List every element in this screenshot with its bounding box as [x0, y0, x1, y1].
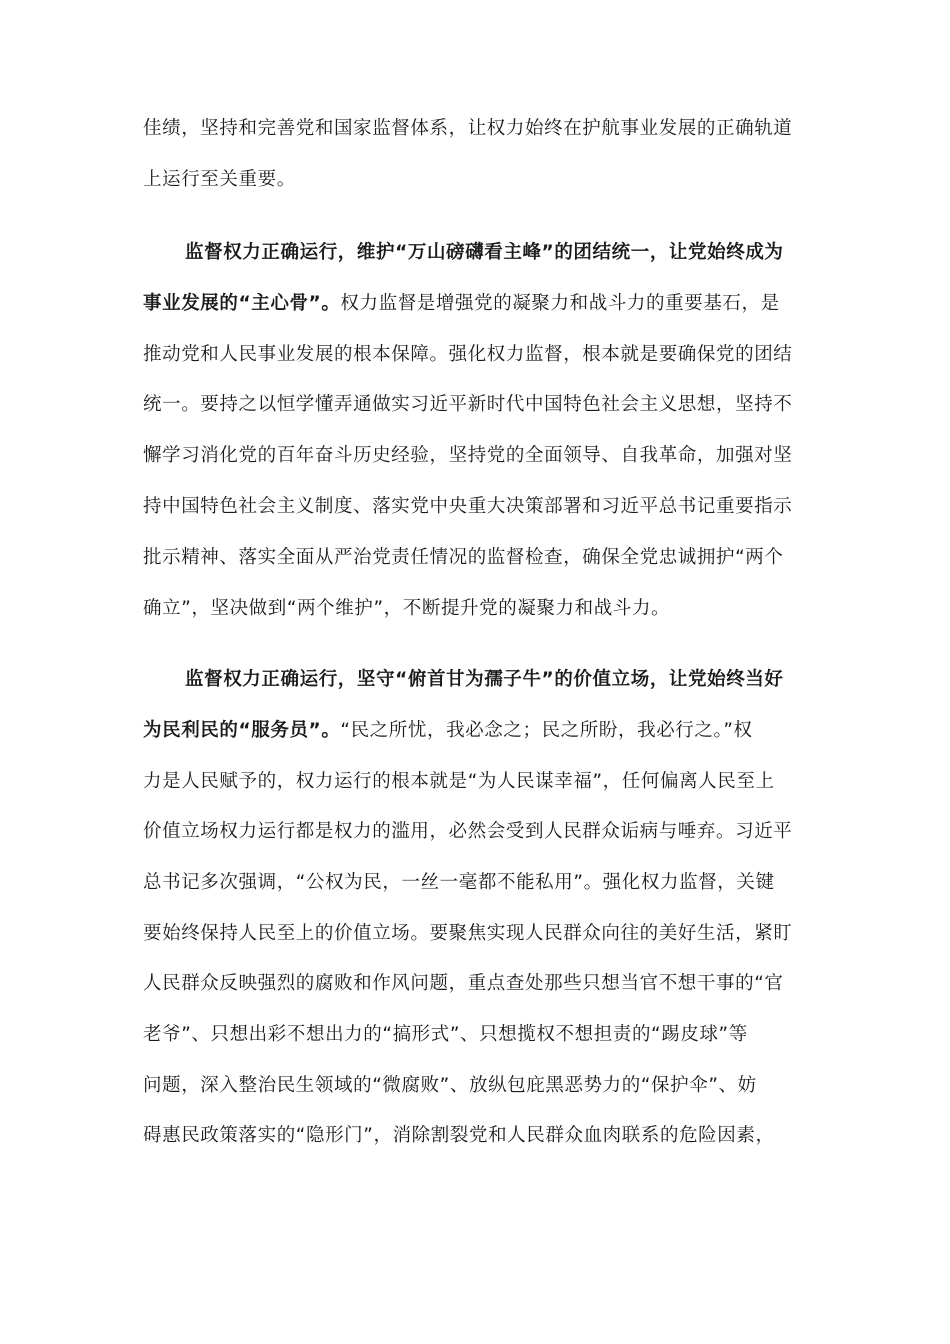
paragraph-body-start: 权力监督是增强党的凝聚力和战斗力的重要基石，是: [340, 293, 780, 314]
paragraph-line: 确立”，坚决做到“两个维护”，不断提升党的凝聚力和战斗力。: [143, 598, 671, 619]
paragraph-line: 人民群众反映强烈的腐败和作风问题，重点查处那些只想当官不想干事的“官: [143, 973, 784, 994]
paragraph-line: 佳绩，坚持和完善党和国家监督体系，让权力始终在护航事业发展的正确轨道: [143, 118, 793, 139]
paragraph-line: 问题，深入整治民生领域的“微腐败”、放纵包庇黑恶势力的“保护伞”、妨: [143, 1075, 757, 1096]
paragraph-line: 持中国特色社会主义制度、落实党中央重大决策部署和习近平总书记重要指示: [143, 496, 793, 517]
paragraph-line: 要始终保持人民至上的价值立场。要聚焦实现人民群众向往的美好生活，紧盯: [143, 923, 793, 944]
paragraph-body-start: “民之所忧，我必念之；民之所盼，我必行之。”权: [340, 720, 753, 741]
paragraph-line: 老爷”、只想出彩不想出力的“搞形式”、只想揽权不想担责的“踢皮球”等: [143, 1024, 748, 1045]
paragraph-line: 碍惠民政策落实的“隐形门”，消除割裂党和人民群众血肉联系的危险因素，: [143, 1125, 775, 1146]
paragraph-heading-line: 监督权力正确运行，维护“万山磅礴看主峰”的团结统一，让党始终成为: [185, 242, 784, 263]
paragraph-line: [143, 291, 780, 317]
paragraph-line: 力是人民赋予的，权力运行的根本就是“为人民谋幸福”，任何偏离人民至上: [143, 771, 775, 792]
paragraph-heading-tail: 事业发展的“主心骨”。: [143, 293, 341, 314]
paragraph-line: 懈学习消化党的百年奋斗历史经验，坚持党的全面领导、自我革命，加强对坚: [143, 445, 793, 466]
paragraph-heading-line: 监督权力正确运行，坚守“俯首甘为孺子牛”的价值立场，让党始终当好: [185, 669, 784, 690]
paragraph-line: 推动党和人民事业发展的根本保障。强化权力监督，根本就是要确保党的团结: [143, 344, 793, 365]
paragraph-line: 统一。要持之以恒学懂弄通做实习近平新时代中国特色社会主义思想，坚持不: [143, 394, 793, 415]
paragraph-line: 上运行至关重要。: [143, 169, 296, 190]
paragraph-line: 总书记多次强调，“公权为民，一丝一毫都不能私用”。强化权力监督，关键: [143, 872, 775, 893]
paragraph-line: 批示精神、落实全面从严治党责任情况的监督检查，确保全党忠诚拥护“两个: [143, 547, 784, 568]
paragraph-heading-tail: 为民利民的“服务员”。: [143, 720, 341, 741]
paragraph-line: [143, 718, 753, 744]
paragraph-line: 价值立场权力运行都是权力的滥用，必然会受到人民群众诟病与唾弃。习近平: [143, 821, 793, 842]
